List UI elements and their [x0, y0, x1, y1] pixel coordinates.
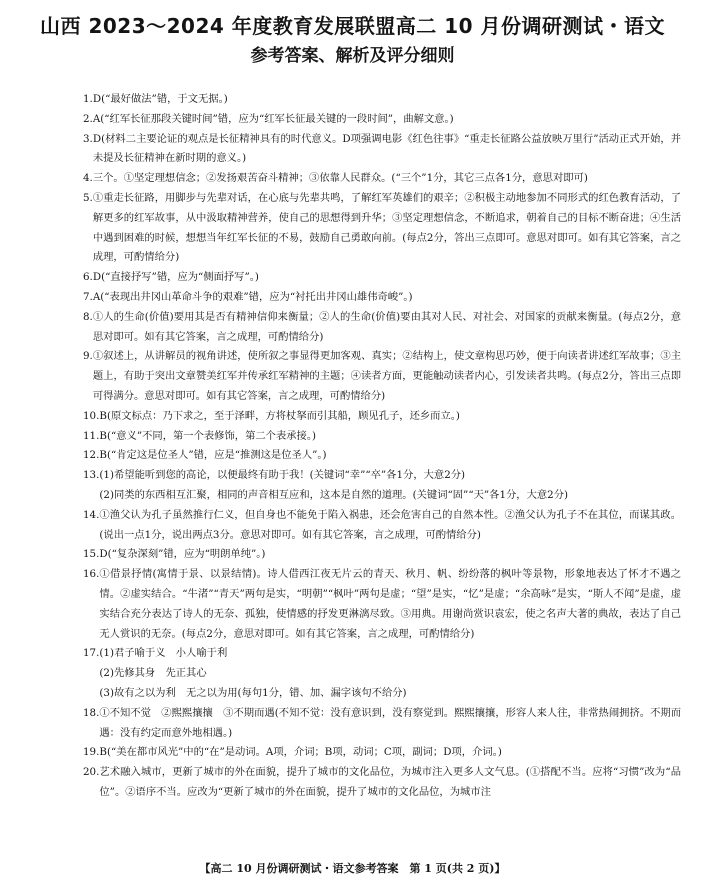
answer-item-17 [83, 644, 681, 703]
answer-number: 12. [83, 449, 100, 462]
answer-text-part: (3)故有之以为利 无之以为用(每句1分，错、加、漏字该句不给分) [99, 686, 407, 699]
answer-text: 艺术融入城市，更新了城市的外在面貌，提升了城市的文化品位，为城市注入更多人文气息。(①搭配不当。应将“习惯”改为“品位”。②语序不当。应改为“更新了城市的外在面貌，提升了城市的文化品位，为城市注 [99, 766, 681, 798]
answer-text: B(原文标点：乃下求之，至于泽畔，方将杖拏而引其船，顾见孔子，还乡而立。) [99, 409, 460, 422]
page-footer: 【高二 10 月份调研测试・语文参考答案 第 1 页(共 2 页)】 [199, 862, 506, 875]
answer-text-part: (2)同类的东西相互汇聚，相同的声音相互应和，这本是自然的道理。(关键词“固”“天”各1分，大意2分) [99, 488, 569, 501]
answer-item-9 [83, 347, 681, 406]
answer-item-16 [83, 565, 681, 644]
answer-text: D(材料二主要论证的观点是长征精神具有的时代意义。D项强调电影《红色往事》“重走长征路公益放映万里行”活动正式开始，并未提及长征精神在新时期的意义。) [92, 132, 681, 165]
answer-item-10 [83, 407, 681, 427]
answer-number: 10. [83, 409, 100, 422]
answer-item-13 [83, 466, 681, 506]
answer-item-3 [83, 130, 681, 170]
answer-item-8 [83, 308, 681, 348]
answer-item-7 [83, 288, 681, 308]
answer-text: B(“美在都市风光”中的“在”是动词。A项，介词；B项，动词；C项，副词；D项，介词。) [99, 746, 502, 759]
answer-number: 18. [83, 706, 100, 719]
answer-number: 19. [83, 746, 100, 759]
answer-number: 5. [83, 191, 93, 204]
answer-text: B(“意义”不同，第一个表修饰，第二个表承接。) [99, 429, 317, 442]
answer-text: ①借景抒情(寓情于景、以景结情)。诗人借西江夜无片云的青天、秋月、帆、纷纷落的枫叶等景物，形象地表达了怀才不遇之情。②虚实结合。“牛渚”“青天”两句是实，“明朝”“枫叶”两句是虚；“望”是实，“忆”是虚；“余高咏”是实，“斯人不闻”是虚，虚实结合充分表达了诗人的无奈、孤独，使情感的抒发更淋漓尽致。③用典。用谢尚赏识袁宏，使之名声大著的典故，表达了自己无人赏识的无奈。(每点2分，意思对即可。如有其它答案，言之成理，可酌情给分) [99, 568, 681, 640]
answer-text: D(“直接抒写”错，应为“侧面抒写”。) [92, 271, 259, 284]
answer-number: 17. [83, 647, 100, 660]
answer-text: ①渔父认为孔子虽然推行仁义，但自身也不能免于陷入祸患，还会危害自己的自然本性。②渔父认为孔子不在其位，而谋其政。(说出一点1分，说出两点3分。意思对即可。如有其它答案，言之成理，可酌情给分) [99, 508, 681, 541]
answer-item-19 [83, 743, 681, 763]
answer-number: 7. [83, 290, 93, 303]
answer-number: 9. [83, 350, 93, 363]
answer-text: D(“复杂深刻”错，应为“明朗单纯”。) [99, 548, 266, 561]
answer-item-12 [83, 446, 681, 466]
answer-text-part: (2)先修其身 先正其心 [99, 667, 207, 680]
answer-number: 8. [83, 310, 93, 323]
answer-item-11 [83, 427, 681, 447]
answer-text [99, 466, 681, 506]
answer-item-2 [83, 110, 681, 130]
answer-text: A(“红军长征那段关键时间”错，应为“红军长征最关键的一段时间”，曲解文意。) [92, 112, 454, 125]
answer-number: 14. [83, 508, 100, 521]
answer-text: D(“最好做法”错，于文无据。) [92, 93, 228, 105]
answer-item-18 [83, 704, 681, 744]
answer-text: 三个。①坚定理想信念；②发扬艰苦奋斗精神；③依靠人民群众。(“三个”1分，其它三点各1分，意思对即可) [92, 172, 588, 185]
answer-item-6 [83, 268, 681, 288]
answer-number: 1. [83, 93, 93, 105]
answer-item-1 [83, 90, 681, 110]
answer-text [99, 644, 681, 703]
answer-text-part: (1)君子喻于义 小人喻于利 [99, 647, 228, 660]
answer-number: 11. [83, 429, 100, 442]
answer-text: ①人的生命(价值)要用其是否有精神信仰来衡量；②人的生命(价值)要由其对人民、对社会、对国家的贡献来衡量。(每点2分，意思对即可。如有其它答案，言之成理，可酌情给分) [92, 310, 681, 343]
answer-text: ①不知不觉 ②熙熙攘攘 ③不期而遇(不知不觉：没有意识到，没有察觉到。熙熙攘攘，形容人来人往，非常热闹拥挤。不期而遇：没有约定而意外地相遇。) [99, 706, 681, 739]
answer-text: ①重走长征路，用脚步与先辈对话，在心底与先辈共鸣，了解红军英雄们的艰辛；②积极主动地参加不同形式的红色教育活动，了解更多的红军故事，从中汲取精神营养，使自己的思想得到升华；③坚定理想信念，不断追求，朝着自己的目标不断奋进；④生活中遇到困难的时候，想想当年红军长征的不易，鼓励自己勇敢向前。(每点2分，答出三点即可。意思对即可。如有其它答案，言之成理，可酌情给分) [92, 191, 681, 264]
answer-item-5 [83, 189, 681, 268]
answer-text-part: (1)希望能听到您的高论，以便最终有助于我！(关键词“幸”“卒”各1分，大意2分) [99, 469, 466, 482]
answer-number: 2. [83, 112, 93, 125]
page-subtitle: 参考答案、解析及评分细则 [250, 46, 455, 66]
answer-number: 20. [83, 766, 100, 779]
answer-number: 4. [83, 172, 93, 185]
answer-item-4 [83, 169, 681, 189]
answer-number: 3. [83, 132, 93, 145]
answer-text: B(“肯定这是位圣人”错，应是“推测这是位圣人”。) [99, 449, 327, 462]
page-title: 山西 2023～2024 年度教育发展联盟高二 10 月份调研测试・语文 [39, 14, 665, 38]
answer-item-15 [83, 545, 681, 565]
answer-text: A(“表现出井冈山革命斗争的艰难”错，应为“衬托出井冈山雄伟奇峻”。) [92, 290, 413, 303]
answer-item-20 [83, 763, 681, 803]
answer-number: 6. [83, 271, 93, 284]
answer-number: 15. [83, 548, 100, 561]
answer-number: 13. [83, 469, 100, 482]
answer-list [83, 90, 681, 803]
answer-item-14 [83, 506, 681, 546]
answer-number: 16. [83, 568, 100, 581]
answer-text: ①叙述上，从讲解员的视角讲述，使所叙之事显得更加客观、真实；②结构上，使文章构思巧妙，便于向读者讲述红军故事；③主题上，有助于突出文章赞美红军并传承红军精神的主题；④读者方面，更能触动读者内心，引发读者共鸣。(每点2分，答出三点即可得满分。意思对即可。如有其它答案，言之成理，可酌情给分) [92, 350, 681, 402]
